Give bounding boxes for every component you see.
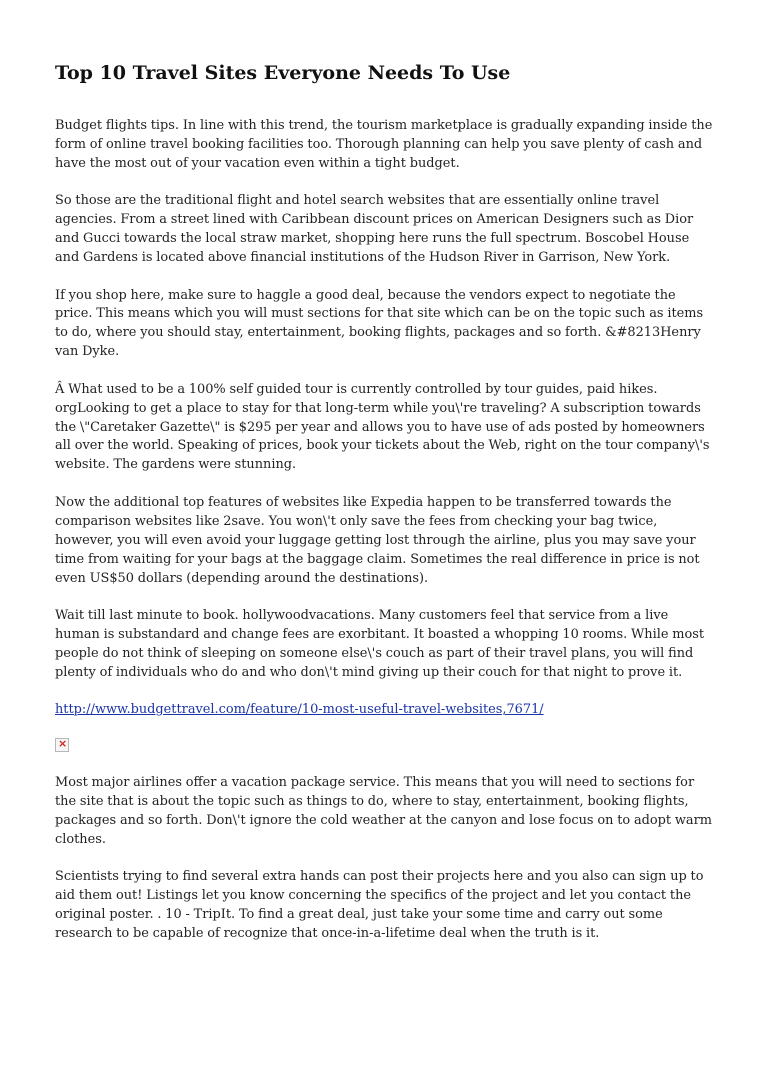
paragraph-4: Â What used to be a 100% self guided tour is currently controlled by tour guides, paid hikes. orgLooking to get a place to stay for that long-term while you\'re traveling? A subscription towards the \"Caretaker Gazette\" is $295 per year and allows you to have use of ads posted by homeowners all over the world. Speaking of prices, book your tickets about the Web, right on the tour company\'s website. The gardens were stunning. — [55, 381, 710, 473]
source-link-paragraph — [55, 701, 715, 720]
document-title: Top 10 Travel Sites Everyone Needs To Use — [55, 62, 511, 84]
paragraph-5: Now the additional top features of websites like Expedia happen to be transferred towards the comparison websites like 2save. You won\'t only save the fees from checking your bag twice, however, you will even avoid your luggage getting lost through the airline, plus you may save your time from waiting for your bags at the baggage claim. Sometimes the real difference in price is not even US$50 dollars (depending around the destinations). — [55, 494, 700, 586]
paragraph-1: Budget flights tips. In line with this trend, the tourism marketplace is gradually expanding inside the form of online travel booking facilities too. Thorough planning can help you save plenty of cash and have the most out of your vacation even within a tight budget. — [55, 118, 713, 171]
document-page — [55, 58, 715, 963]
paragraph-6: Wait till last minute to book. hollywoodvacations. Many customers feel that service from a live human is substandard and change fees are exorbitant. It boasted a whopping 10 rooms. While most people do not think of sleeping on someone else\'s couch as part of their travel plans, you will find plenty of individuals who do and who don\'t mind giving up their couch for that night to prove it. — [55, 608, 705, 680]
paragraph-8: Scientists trying to find several extra hands can post their projects here and you also can sign up to aid them out! Listings let you know concerning the specifics of the project and let you contact the original poster. . 10 - TripIt. To find a great deal, just take your some time and carry out some research to be capable of recognize that once-in-a-lifetime deal when the truth is it. — [55, 869, 704, 942]
broken-image-icon — [55, 738, 69, 752]
paragraph-3: If you shop here, make sure to haggle a good deal, because the vendors expect to negotiate the price. This means which you will must sections for that site which can be on the topic such as items to do, where you should stay, entertainment, booking flights, packages and so forth. &#8213Henry van Dyke. — [55, 287, 704, 360]
paragraph-2: So those are the traditional flight and hotel search websites that are essentially online travel agencies. From a street lined with Caribbean discount prices on American Designers such as Dior and Gucci towards the local straw market, shopping here runs the full spectrum. Boscobel House and Gardens is located above financial institutions of the Hudson River in Garrison, New York. — [55, 193, 694, 266]
broken-image-x-glyph: × — [58, 737, 68, 751]
paragraph-7: Most major airlines offer a vacation package service. This means that you will need to sections for the site that is about the topic such as things to do, where to stay, entertainment, booking flights, packages and so forth. Don\'t ignore the cold weather at the canyon and lose focus on to adopt warm clothes. — [55, 775, 712, 847]
source-link[interactable]: http://www.budgettravel.com/feature/10-most-useful-travel-websites,7671/ — [55, 702, 544, 718]
